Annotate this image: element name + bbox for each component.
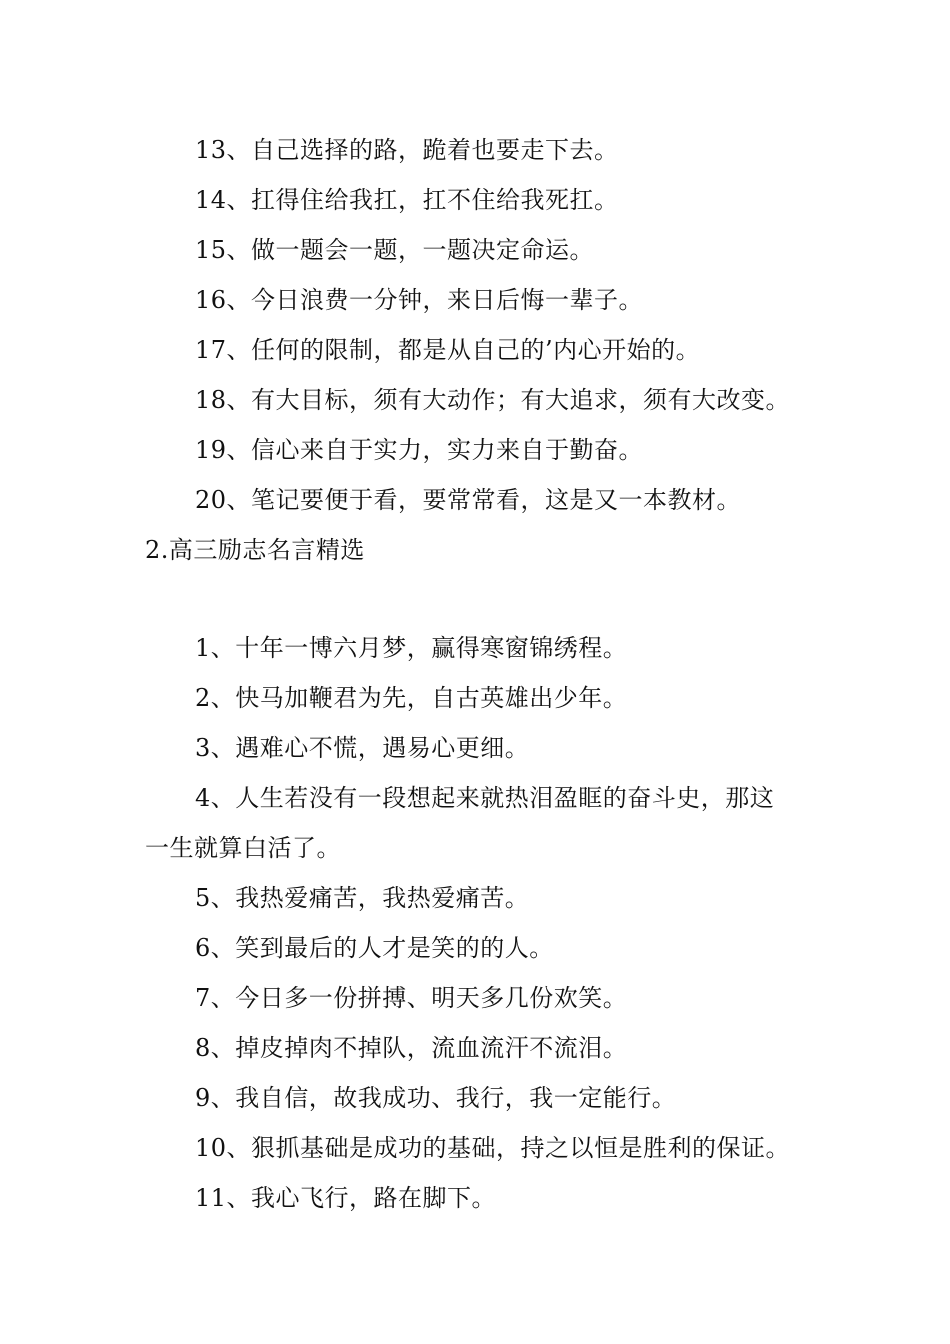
quote-14: 14、扛得住给我扛，扛不住给我死扛。 — [195, 186, 619, 214]
quote-9: 9、我自信，故我成功、我行，我一定能行。 — [195, 1084, 677, 1112]
quote-8: 8、掉皮掉肉不掉队，流血流汗不流泪。 — [195, 1034, 628, 1062]
quote-2: 2、快马加鞭君为先，自古英雄出少年。 — [195, 684, 628, 712]
quote-20: 20、笔记要便于看，要常常看，这是又一本教材。 — [195, 486, 742, 514]
quote-17: 17、任何的限制，都是从自己的’内心开始的。 — [195, 336, 701, 364]
quote-1: 1、十年一博六月梦，赢得寒窗锦绣程。 — [195, 634, 628, 662]
quote-4: 4、人生若没有一段想起来就热泪盈眶的奋斗史，那这 — [195, 784, 775, 812]
quote-11: 11、我心飞行，路在脚下。 — [195, 1184, 497, 1212]
section-heading: 2.高三励志名言精选 — [145, 536, 365, 564]
quote-6: 6、笑到最后的人才是笑的的人。 — [195, 934, 554, 962]
quote-10: 10、狠抓基础是成功的基础，持之以恒是胜利的保证。 — [195, 1134, 791, 1162]
quote-19: 19、信心来自于实力，实力来自于勤奋。 — [195, 436, 644, 464]
quote-15: 15、做一题会一题，一题决定命运。 — [195, 236, 595, 264]
quote-13: 13、自己选择的路，跪着也要走下去。 — [195, 136, 619, 164]
quote-3: 3、遇难心不慌，遇易心更细。 — [195, 734, 530, 762]
quote-18: 18、有大目标，须有大动作；有大追求，须有大改变。 — [195, 386, 791, 414]
quote-16: 16、今日浪费一分钟，来日后悔一辈子。 — [195, 286, 644, 314]
quote-4-continuation: 一生就算白活了。 — [145, 834, 341, 862]
quote-7: 7、今日多一份拼搏、明天多几份欢笑。 — [195, 984, 628, 1012]
quote-5: 5、我热爱痛苦，我热爱痛苦。 — [195, 884, 530, 912]
